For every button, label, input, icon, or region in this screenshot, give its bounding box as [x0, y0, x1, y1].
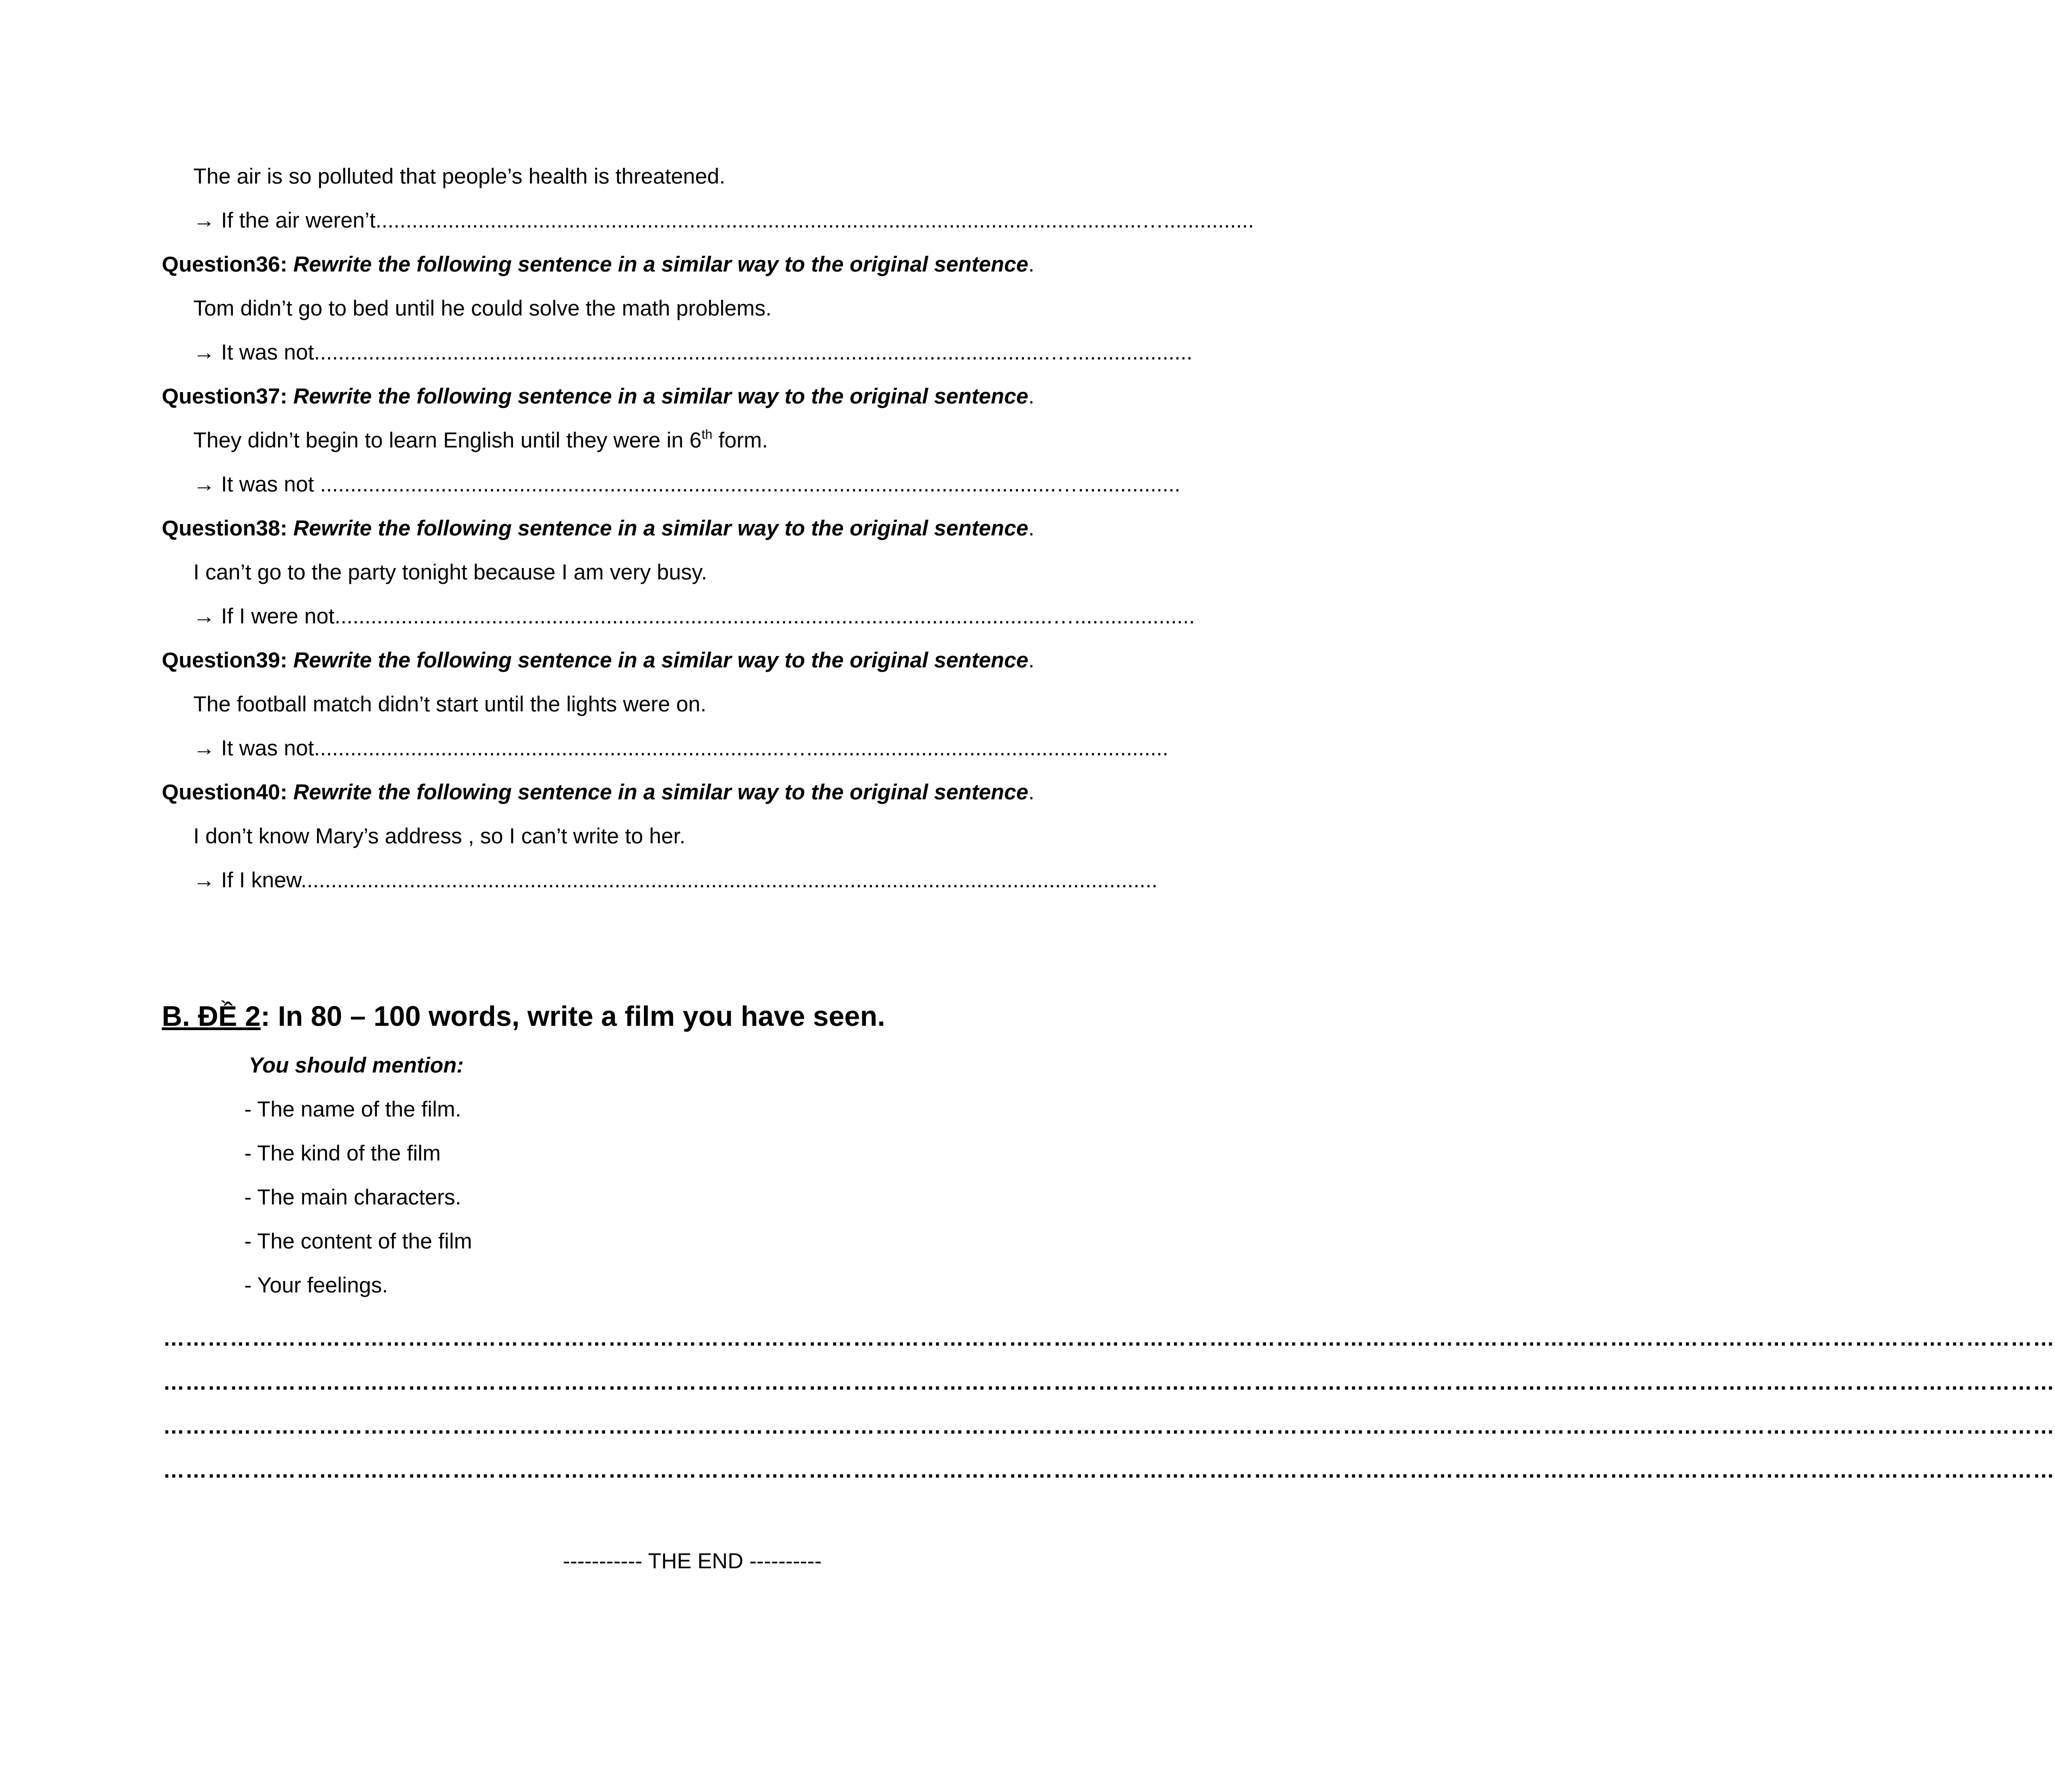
- q35-answer-line[interactable]: → If the air weren’t...............................................................................................................................…...............: [193, 209, 1254, 232]
- q37-sentence: [193, 427, 768, 454]
- mention-label: You should mention:: [249, 1053, 464, 1077]
- mention-item: - The main characters.: [244, 1185, 461, 1209]
- section-b-label: B. ĐỀ 2: [162, 1001, 261, 1032]
- the-end: ----------- THE END ----------: [562, 1549, 822, 1573]
- q39-label: Question39:: [162, 648, 288, 672]
- q37-sentence-pre: They didn’t begin to learn English until they were in 6: [193, 428, 702, 452]
- q39-sentence: The football match didn’t start until the lights were on.: [193, 692, 706, 716]
- q40-instruction: Rewrite the following sentence in a similar way to the original sentence: [293, 780, 1028, 804]
- q37-heading: Question37: Rewrite the following sentence in a similar way to the original sentence.: [162, 384, 1035, 408]
- q38-answer-line[interactable]: → If I were not.......................................................................................................................…....................: [193, 604, 1195, 628]
- q36-label: Question36:: [162, 253, 288, 276]
- q37-answer-line[interactable]: → It was not ..........................................................................................................................….................: [193, 472, 1181, 496]
- q36-instruction: Rewrite the following sentence in a similar way to the original sentence: [293, 253, 1028, 276]
- q38-label: Question38:: [162, 516, 288, 540]
- q40-answer-line[interactable]: → If I knew..............................................................................................................................................: [193, 868, 1158, 892]
- q37-instruction: Rewrite the following sentence in a similar way to the original sentence: [293, 384, 1028, 408]
- mention-item: - The content of the film: [244, 1229, 472, 1253]
- q35-sentence: The air is so polluted that people’s health is threatened.: [193, 165, 725, 188]
- q40-heading: Question40: Rewrite the following sentence in a similar way to the original sentence.: [162, 780, 1035, 804]
- q36-answer-line[interactable]: → It was not..........................................................................................................................…....................: [193, 340, 1193, 364]
- mention-item: - The kind of the film: [244, 1141, 441, 1165]
- section-b-heading: [162, 999, 885, 1034]
- section-b-title: : In 80 – 100 words, write a film you have seen.: [261, 1001, 886, 1032]
- mention-item: - The name of the film.: [244, 1097, 461, 1121]
- writing-line[interactable]: …………………………………………………………………………………………………………………………………………………………………………………………………………………………………: [163, 1327, 2055, 1351]
- q39-heading: Question39: Rewrite the following sentence in a similar way to the original sentence.: [162, 648, 1035, 672]
- q38-heading: Question38: Rewrite the following sentence in a similar way to the original sentence.: [162, 516, 1035, 540]
- q39-answer-line[interactable]: → It was not..............................................................................…............................................................: [193, 736, 1168, 760]
- q36-heading: Question36: Rewrite the following sentence in a similar way to the original sentence.: [162, 253, 1035, 276]
- q36-sentence: Tom didn’t go to bed until he could solve the math problems.: [193, 296, 772, 320]
- q39-instruction: Rewrite the following sentence in a similar way to the original sentence: [293, 648, 1028, 672]
- writing-line[interactable]: …………………………………………………………………………………………………………………………………………………………………………………………………………………………………: [163, 1371, 2055, 1395]
- mention-item: - Your feelings.: [244, 1273, 388, 1297]
- q38-instruction: Rewrite the following sentence in a similar way to the original sentence: [293, 516, 1028, 540]
- q37-label: Question37:: [162, 384, 288, 408]
- q40-label: Question40:: [162, 780, 288, 804]
- q40-sentence: I don’t know Mary’s address , so I can’t write to her.: [193, 824, 686, 848]
- q37-sentence-post: form.: [712, 428, 768, 452]
- q38-sentence: I can’t go to the party tonight because I am very busy.: [193, 560, 707, 584]
- writing-line[interactable]: …………………………………………………………………………………………………………………………………………………………………………………………………………………………………: [163, 1415, 2055, 1438]
- writing-line[interactable]: …………………………………………………………………………………………………………………………………………………………………………………………………………………………………: [163, 1459, 2055, 1482]
- q37-sentence-superscript: th: [701, 427, 713, 442]
